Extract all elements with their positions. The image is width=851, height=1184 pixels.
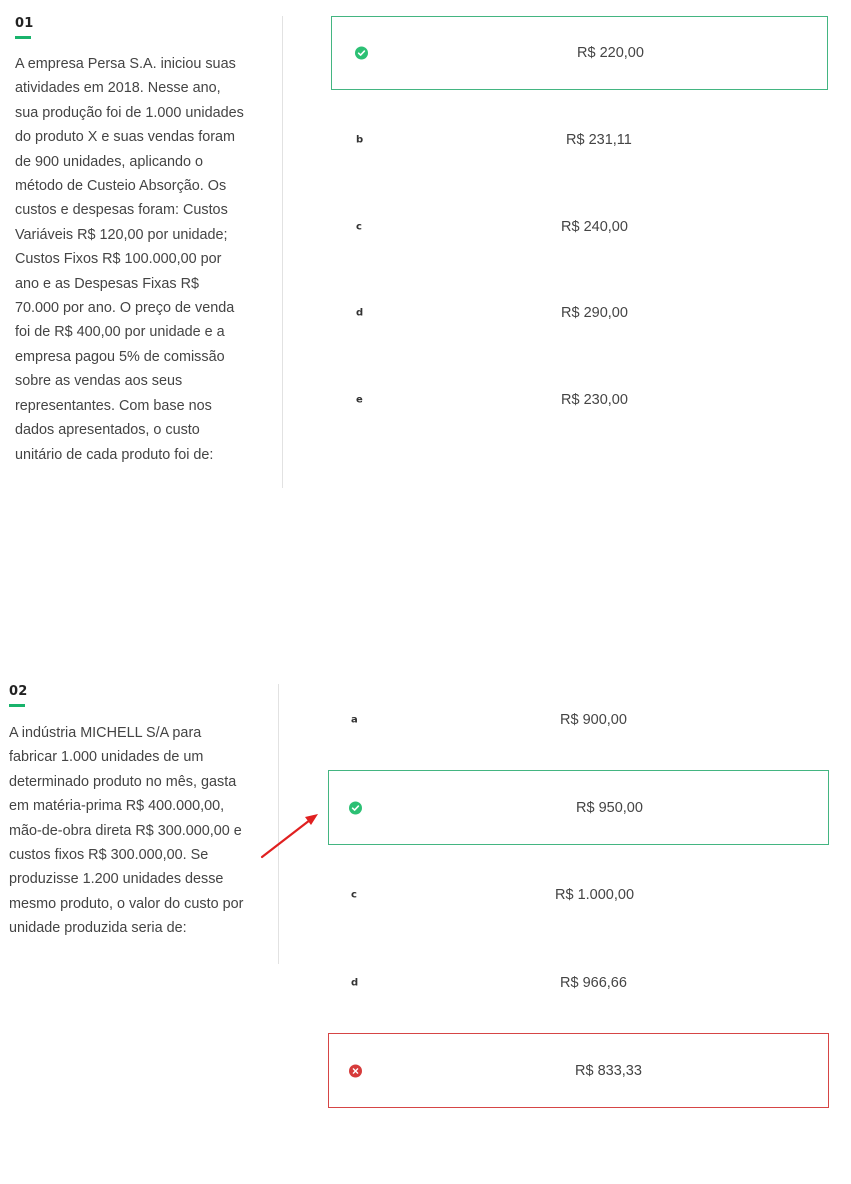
- option-value: R$ 1.000,00: [555, 886, 635, 903]
- question-01-statement: [15, 16, 245, 467]
- question-number: 01: [15, 16, 34, 31]
- option-letter: d: [351, 977, 359, 988]
- option-letter: e: [356, 394, 363, 405]
- option-b[interactable]: [331, 103, 828, 176]
- option-value: R$ 290,00: [561, 304, 628, 321]
- option-e[interactable]: [331, 363, 828, 436]
- option-value: R$ 950,00: [576, 799, 643, 816]
- option-d[interactable]: [328, 946, 829, 1019]
- option-value: R$ 966,66: [560, 974, 627, 991]
- option-a[interactable]: [331, 16, 828, 90]
- option-value: R$ 231,11: [566, 131, 632, 148]
- question-text: A indústria MICHELL S/A para fabricar 1.000 unidades de um determinado produto no mês, gasta em matéria-prima R$ 400.000,00, mão-de-obra direta R$ 300.000,00 e custos fixos R$ 300.000,00. Se produzisse 1.200 unidades desse mesmo produto, o valor do custo por unidade produzida seria de:: [9, 725, 244, 937]
- question-number: 02: [9, 684, 28, 699]
- divider: [282, 16, 283, 488]
- option-value: R$ 220,00: [577, 45, 644, 61]
- option-e[interactable]: [328, 1033, 829, 1108]
- question-02-statement: [9, 684, 244, 941]
- option-c[interactable]: [328, 858, 829, 931]
- option-value: R$ 230,00: [561, 391, 628, 408]
- option-letter: d: [356, 307, 364, 318]
- option-letter: c: [351, 889, 357, 900]
- option-letter: a: [351, 714, 358, 725]
- question-number-underline: [9, 704, 25, 707]
- option-value: R$ 900,00: [560, 711, 627, 728]
- option-d[interactable]: [331, 276, 828, 349]
- option-value: R$ 240,00: [561, 218, 628, 235]
- option-b[interactable]: [328, 770, 829, 845]
- question-number-underline: [15, 36, 31, 39]
- option-a[interactable]: [328, 683, 829, 756]
- question-text: A empresa Persa S.A. iniciou suas atividades em 2018. Nesse ano, sua produção foi de 1.000 unidades do produto X e suas vendas foram de 900 unidades, aplicando o método de Custeio Absorção. Os custos e despesas foram: Custos Variáveis R$ 120,00 por unidade; Custos Fixos R$ 100.000,00 por ano e as Despesas Fixas R$ 70.000 por ano. O preço de venda foi de R$ 400,00 por unidade e a empresa pagou 5% de comissão sobre as vendas aos seus representantes. Com base nos dados apresentados, o custo unitário de cada produto foi de:: [15, 56, 244, 463]
- check-circle-icon: [355, 47, 368, 60]
- option-letter: b: [356, 134, 364, 145]
- check-circle-icon: [349, 801, 362, 814]
- x-circle-icon: [349, 1064, 362, 1077]
- option-letter: c: [356, 221, 362, 232]
- red-arrow-icon: [258, 810, 322, 862]
- option-value: R$ 833,33: [575, 1062, 642, 1079]
- option-c[interactable]: [331, 190, 828, 263]
